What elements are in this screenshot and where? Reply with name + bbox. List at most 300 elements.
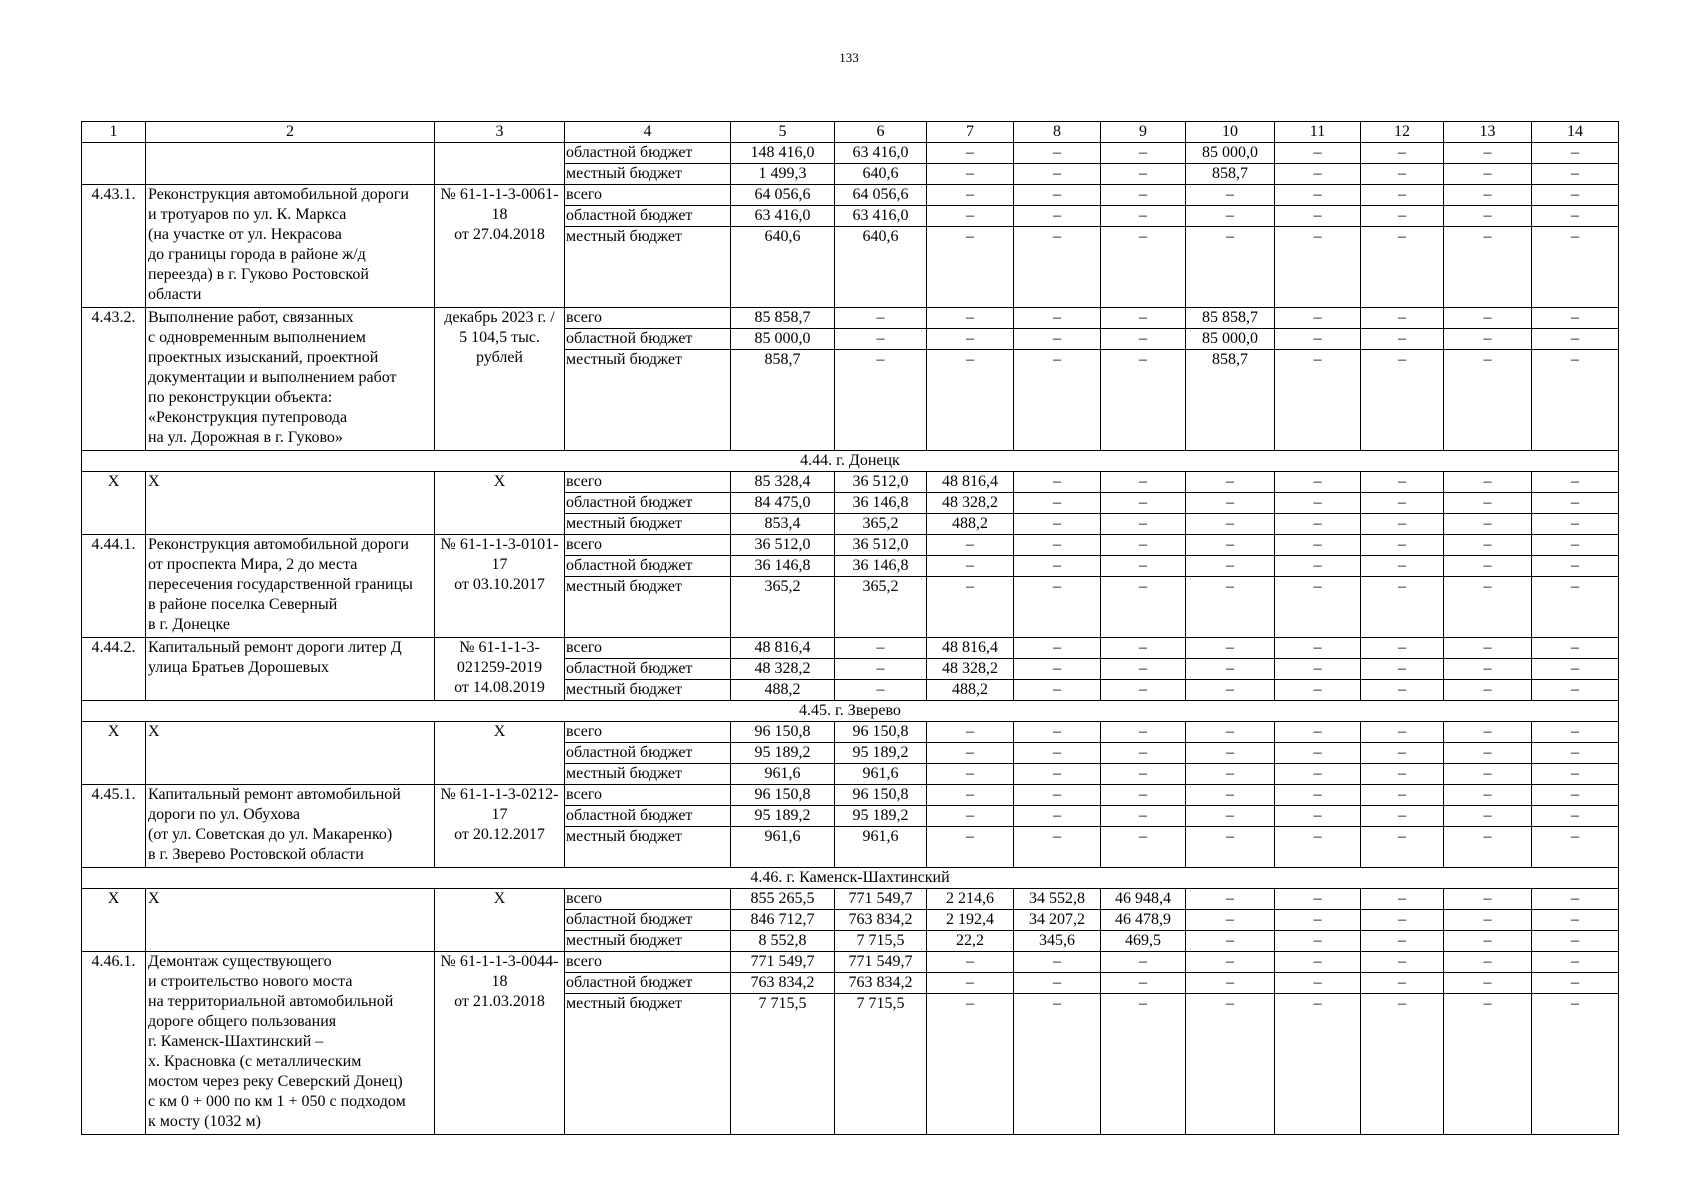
amount-cell: – xyxy=(1186,535,1275,556)
amount-cell: – xyxy=(1101,164,1186,185)
funding-source: всего xyxy=(565,308,731,329)
amount-cell: – xyxy=(1275,350,1361,451)
column-header: 4 xyxy=(565,122,731,143)
amount-cell: – xyxy=(1275,514,1361,535)
amount-cell: – xyxy=(1275,638,1361,659)
funding-source: местный бюджет xyxy=(565,994,731,1135)
amount-cell: – xyxy=(1532,806,1619,827)
amount-cell: – xyxy=(1361,329,1444,350)
amount-cell: – xyxy=(1361,206,1444,227)
object-name-line: Выполнение работ, связанных xyxy=(148,309,354,326)
amount-cell: – xyxy=(1361,827,1444,868)
amount-cell: – xyxy=(1444,764,1532,785)
document-reference-line: от 20.12.2017 xyxy=(454,826,545,843)
object-name xyxy=(146,143,435,185)
amount-cell: – xyxy=(927,164,1014,185)
document-reference-line: 18 xyxy=(491,206,508,223)
amount-cell: 858,7 xyxy=(1186,164,1275,185)
object-name-line: (от ул. Советская до ул. Макаренко) xyxy=(148,826,393,843)
amount-cell: – xyxy=(1444,931,1532,952)
funding-source: всего xyxy=(565,535,731,556)
amount-cell: – xyxy=(1532,472,1619,493)
document-reference-line: 17 xyxy=(491,556,508,573)
amount-cell: 488,2 xyxy=(927,514,1014,535)
amount-cell: 365,2 xyxy=(835,577,927,638)
amount-cell: – xyxy=(1101,973,1186,994)
amount-cell: – xyxy=(927,350,1014,451)
amount-cell: – xyxy=(1532,910,1619,931)
amount-cell: 34 552,8 xyxy=(1014,889,1101,910)
document-reference-line: X xyxy=(493,473,506,490)
funding-source: местный бюджет xyxy=(565,350,731,451)
amount-cell: – xyxy=(1532,535,1619,556)
amount-cell: – xyxy=(1101,659,1186,680)
amount-cell: – xyxy=(1014,143,1101,164)
amount-cell: – xyxy=(1532,680,1619,701)
amount-cell: – xyxy=(1532,785,1619,806)
amount-cell: – xyxy=(1186,910,1275,931)
funding-source: местный бюджет xyxy=(565,931,731,952)
amount-cell: – xyxy=(1275,952,1361,973)
amount-cell: – xyxy=(1014,764,1101,785)
amount-cell: 36 146,8 xyxy=(731,556,835,577)
budget-row xyxy=(82,722,1619,743)
amount-cell: 34 207,2 xyxy=(1014,910,1101,931)
amount-cell: – xyxy=(1361,164,1444,185)
amount-cell: – xyxy=(1361,577,1444,638)
amount-cell: – xyxy=(1014,680,1101,701)
object-name-line: с км 0 + 000 по км 1 + 050 с подходом xyxy=(148,1093,406,1110)
amount-cell: 95 189,2 xyxy=(835,743,927,764)
document-reference-line: 17 xyxy=(491,806,508,823)
amount-cell: – xyxy=(1186,206,1275,227)
amount-cell: – xyxy=(1101,206,1186,227)
amount-cell: – xyxy=(1532,185,1619,206)
amount-cell: – xyxy=(1361,952,1444,973)
amount-cell: – xyxy=(1532,952,1619,973)
amount-cell: – xyxy=(1444,535,1532,556)
amount-cell: – xyxy=(1275,827,1361,868)
amount-cell: 855 265,5 xyxy=(731,889,835,910)
amount-cell: – xyxy=(1186,185,1275,206)
amount-cell: – xyxy=(1014,329,1101,350)
amount-cell: – xyxy=(1361,994,1444,1135)
object-name-line: с одновременным выполнением xyxy=(148,329,366,346)
amount-cell: – xyxy=(1275,308,1361,329)
amount-cell: – xyxy=(1444,329,1532,350)
funding-source: всего xyxy=(565,722,731,743)
amount-cell: – xyxy=(1101,577,1186,638)
object-name-line: X xyxy=(148,723,160,740)
amount-cell: – xyxy=(1361,680,1444,701)
amount-cell: 48 816,4 xyxy=(927,638,1014,659)
amount-cell: 48 816,4 xyxy=(731,638,835,659)
amount-cell: – xyxy=(1532,931,1619,952)
object-name-line: (на участке от ул. Некрасова xyxy=(148,226,342,243)
amount-cell: 96 150,8 xyxy=(731,785,835,806)
amount-cell: 365,2 xyxy=(731,577,835,638)
document-reference xyxy=(435,722,565,785)
amount-cell: – xyxy=(927,722,1014,743)
object-name-line: области xyxy=(148,286,202,303)
funding-source: местный бюджет xyxy=(565,164,731,185)
amount-cell: 64 056,6 xyxy=(835,185,927,206)
amount-cell: – xyxy=(1444,143,1532,164)
amount-cell: – xyxy=(1275,889,1361,910)
item-number: 4.44.1. xyxy=(82,535,146,638)
amount-cell: – xyxy=(1444,638,1532,659)
amount-cell: – xyxy=(1014,308,1101,329)
amount-cell: – xyxy=(1186,931,1275,952)
amount-cell: – xyxy=(1101,472,1186,493)
amount-cell: 46 478,9 xyxy=(1101,910,1186,931)
funding-source: областной бюджет xyxy=(565,143,731,164)
amount-cell: – xyxy=(1275,329,1361,350)
amount-cell: – xyxy=(1444,889,1532,910)
funding-source: всего xyxy=(565,785,731,806)
amount-cell: – xyxy=(927,535,1014,556)
amount-cell: – xyxy=(1361,350,1444,451)
funding-source: областной бюджет xyxy=(565,910,731,931)
amount-cell: 7 715,5 xyxy=(835,931,927,952)
object-name-line: в г. Донецке xyxy=(148,616,230,633)
amount-cell: 63 416,0 xyxy=(731,206,835,227)
amount-cell: – xyxy=(1014,535,1101,556)
funding-source: областной бюджет xyxy=(565,806,731,827)
amount-cell: – xyxy=(1275,764,1361,785)
amount-cell: 771 549,7 xyxy=(835,889,927,910)
amount-cell: – xyxy=(1101,350,1186,451)
section-row xyxy=(82,868,1619,889)
amount-cell: 96 150,8 xyxy=(835,722,927,743)
amount-cell: – xyxy=(1101,994,1186,1135)
amount-cell: – xyxy=(1444,493,1532,514)
amount-cell: – xyxy=(927,806,1014,827)
amount-cell: – xyxy=(1186,743,1275,764)
amount-cell: – xyxy=(1532,350,1619,451)
amount-cell: – xyxy=(1186,889,1275,910)
funding-source: областной бюджет xyxy=(565,493,731,514)
amount-cell: – xyxy=(1444,952,1532,973)
amount-cell: – xyxy=(1444,680,1532,701)
amount-cell: 48 816,4 xyxy=(927,472,1014,493)
amount-cell: 85 000,0 xyxy=(731,329,835,350)
document-reference-line: от 14.08.2019 xyxy=(454,679,545,696)
amount-cell: – xyxy=(1101,493,1186,514)
amount-cell: – xyxy=(1361,659,1444,680)
object-name-line: по реконструкции объекта: xyxy=(148,389,333,406)
amount-cell: 95 189,2 xyxy=(835,806,927,827)
amount-cell: – xyxy=(1532,143,1619,164)
amount-cell: – xyxy=(1275,535,1361,556)
object-name xyxy=(146,889,435,952)
amount-cell: – xyxy=(835,680,927,701)
document-reference-line: 18 xyxy=(491,973,508,990)
amount-cell: – xyxy=(1014,185,1101,206)
amount-cell: – xyxy=(1186,785,1275,806)
object-name-line: в г. Зверево Ростовской области xyxy=(148,846,364,863)
document-reference xyxy=(435,308,565,451)
amount-cell: – xyxy=(1444,806,1532,827)
document-reference-line: 021259-2019 xyxy=(456,659,543,676)
item-number: 4.43.2. xyxy=(82,308,146,451)
amount-cell: – xyxy=(1186,472,1275,493)
amount-cell: – xyxy=(1014,556,1101,577)
amount-cell: 48 328,2 xyxy=(731,659,835,680)
object-name-line: мостом через реку Северский Донец) xyxy=(148,1073,403,1090)
amount-cell: – xyxy=(927,994,1014,1135)
amount-cell: – xyxy=(1186,556,1275,577)
amount-cell: – xyxy=(1444,994,1532,1135)
amount-cell: 36 512,0 xyxy=(835,472,927,493)
item-number: 4.44.2. xyxy=(82,638,146,701)
funding-source: областной бюджет xyxy=(565,329,731,350)
amount-cell: – xyxy=(1444,472,1532,493)
amount-cell: – xyxy=(1014,350,1101,451)
object-name-line: на ул. Дорожная в г. Гуково» xyxy=(148,429,343,446)
amount-cell: – xyxy=(1101,535,1186,556)
amount-cell: – xyxy=(1275,910,1361,931)
section-title: 4.45. г. Зверево xyxy=(82,701,1619,722)
amount-cell: – xyxy=(927,143,1014,164)
section-title: 4.46. г. Каменск-Шахтинский xyxy=(82,868,1619,889)
funding-source: местный бюджет xyxy=(565,227,731,308)
budget-row xyxy=(82,952,1619,973)
funding-source: местный бюджет xyxy=(565,764,731,785)
amount-cell: – xyxy=(1444,556,1532,577)
amount-cell: 763 834,2 xyxy=(835,973,927,994)
column-header: 13 xyxy=(1444,122,1532,143)
amount-cell: – xyxy=(1361,889,1444,910)
amount-cell: – xyxy=(1014,722,1101,743)
amount-cell: – xyxy=(1275,659,1361,680)
amount-cell: – xyxy=(1532,994,1619,1135)
amount-cell: – xyxy=(927,206,1014,227)
amount-cell: 96 150,8 xyxy=(835,785,927,806)
amount-cell: – xyxy=(1101,806,1186,827)
column-header: 11 xyxy=(1275,122,1361,143)
document-reference xyxy=(435,185,565,308)
object-name-line: Капитальный ремонт автомобильной xyxy=(148,786,401,803)
funding-source: местный бюджет xyxy=(565,514,731,535)
amount-cell: – xyxy=(1014,638,1101,659)
amount-cell: – xyxy=(1361,910,1444,931)
section-title: 4.44. г. Донецк xyxy=(82,451,1619,472)
amount-cell: – xyxy=(1444,185,1532,206)
amount-cell: – xyxy=(1444,514,1532,535)
amount-cell: – xyxy=(1101,638,1186,659)
funding-source: областной бюджет xyxy=(565,743,731,764)
amount-cell: – xyxy=(1014,659,1101,680)
column-header: 9 xyxy=(1101,122,1186,143)
amount-cell: 84 475,0 xyxy=(731,493,835,514)
amount-cell: 853,4 xyxy=(731,514,835,535)
amount-cell: – xyxy=(1101,785,1186,806)
object-name-line: переезда) в г. Гуково Ростовской xyxy=(148,266,369,283)
item-number: 4.43.1. xyxy=(82,185,146,308)
amount-cell: – xyxy=(1532,493,1619,514)
amount-cell: – xyxy=(1361,764,1444,785)
object-name-line: дороги по ул. Обухова xyxy=(148,806,301,823)
section-row xyxy=(82,701,1619,722)
amount-cell: 85 858,7 xyxy=(731,308,835,329)
amount-cell: – xyxy=(1275,973,1361,994)
funding-source: всего xyxy=(565,889,731,910)
amount-cell: 85 858,7 xyxy=(1186,308,1275,329)
amount-cell: – xyxy=(1444,577,1532,638)
amount-cell: 36 146,8 xyxy=(835,556,927,577)
amount-cell: – xyxy=(1275,227,1361,308)
document-reference xyxy=(435,889,565,952)
amount-cell: 488,2 xyxy=(927,680,1014,701)
amount-cell: 48 328,2 xyxy=(927,659,1014,680)
amount-cell: 63 416,0 xyxy=(835,206,927,227)
amount-cell: – xyxy=(1275,680,1361,701)
amount-cell: – xyxy=(1101,514,1186,535)
amount-cell: – xyxy=(1361,535,1444,556)
amount-cell: – xyxy=(927,785,1014,806)
column-header: 5 xyxy=(731,122,835,143)
document-reference-line: X xyxy=(493,723,506,740)
amount-cell: – xyxy=(1361,472,1444,493)
amount-cell: – xyxy=(927,743,1014,764)
amount-cell: – xyxy=(1101,827,1186,868)
amount-cell: 488,2 xyxy=(731,680,835,701)
amount-cell: – xyxy=(1014,472,1101,493)
document-reference xyxy=(435,535,565,638)
amount-cell: – xyxy=(1444,973,1532,994)
amount-cell: – xyxy=(1186,577,1275,638)
amount-cell: – xyxy=(1275,556,1361,577)
amount-cell: – xyxy=(927,227,1014,308)
item-number: X xyxy=(82,472,146,535)
amount-cell: – xyxy=(1014,743,1101,764)
object-name-line: Капитальный ремонт дороги литер Д xyxy=(148,639,402,656)
document-reference xyxy=(435,472,565,535)
object-name xyxy=(146,308,435,451)
funding-source: областной бюджет xyxy=(565,206,731,227)
amount-cell: – xyxy=(1275,994,1361,1135)
amount-cell: – xyxy=(1275,493,1361,514)
amount-cell: 63 416,0 xyxy=(835,143,927,164)
funding-source: местный бюджет xyxy=(565,577,731,638)
amount-cell: – xyxy=(835,308,927,329)
amount-cell: – xyxy=(1361,556,1444,577)
budget-row xyxy=(82,143,1619,164)
amount-cell: – xyxy=(927,308,1014,329)
document-reference-line: рублей xyxy=(476,349,523,366)
amount-cell: – xyxy=(1361,743,1444,764)
header-row xyxy=(82,122,1619,143)
amount-cell: – xyxy=(1101,952,1186,973)
column-header: 14 xyxy=(1532,122,1619,143)
amount-cell: – xyxy=(1014,577,1101,638)
amount-cell: 7 715,5 xyxy=(731,994,835,1135)
object-name-line: улица Братьев Дорошевых xyxy=(148,659,329,676)
amount-cell: 763 834,2 xyxy=(731,973,835,994)
funding-source: всего xyxy=(565,952,731,973)
amount-cell: 763 834,2 xyxy=(835,910,927,931)
funding-source: всего xyxy=(565,638,731,659)
amount-cell: – xyxy=(835,659,927,680)
document-reference xyxy=(435,952,565,1135)
amount-cell: – xyxy=(1361,493,1444,514)
object-name-line: Реконструкция автомобильной дороги xyxy=(148,186,409,203)
amount-cell: – xyxy=(1186,994,1275,1135)
document-reference-line: от 27.04.2018 xyxy=(454,226,545,243)
amount-cell: 961,6 xyxy=(835,827,927,868)
amount-cell: 858,7 xyxy=(1186,350,1275,451)
amount-cell: – xyxy=(1361,806,1444,827)
amount-cell: – xyxy=(1532,722,1619,743)
amount-cell: – xyxy=(1532,206,1619,227)
object-name-line: «Реконструкция путепровода xyxy=(148,409,348,426)
amount-cell: – xyxy=(1101,185,1186,206)
document-reference-line: 5 104,5 тыс. xyxy=(459,329,540,346)
amount-cell: 640,6 xyxy=(835,164,927,185)
amount-cell: – xyxy=(1101,680,1186,701)
object-name-line: в районе поселка Северный xyxy=(148,596,338,613)
amount-cell: – xyxy=(927,973,1014,994)
object-name-line: г. Каменск-Шахтинский – xyxy=(148,1033,324,1050)
amount-cell: – xyxy=(1532,889,1619,910)
amount-cell: – xyxy=(1014,514,1101,535)
amount-cell: – xyxy=(835,350,927,451)
amount-cell: – xyxy=(1275,577,1361,638)
amount-cell: – xyxy=(1014,206,1101,227)
amount-cell: 36 146,8 xyxy=(835,493,927,514)
object-name-line: Демонтаж существующего xyxy=(148,953,332,970)
object-name-line: дороге общего пользования xyxy=(148,1013,337,1030)
amount-cell: – xyxy=(1444,743,1532,764)
amount-cell: – xyxy=(1186,514,1275,535)
document-reference xyxy=(435,785,565,868)
amount-cell: – xyxy=(1444,659,1532,680)
amount-cell: 95 189,2 xyxy=(731,806,835,827)
amount-cell: – xyxy=(1275,143,1361,164)
item-number xyxy=(82,143,146,185)
column-header: 2 xyxy=(146,122,435,143)
object-name xyxy=(146,638,435,701)
budget-row xyxy=(82,535,1619,556)
amount-cell: – xyxy=(1014,952,1101,973)
amount-cell: 95 189,2 xyxy=(731,743,835,764)
amount-cell: – xyxy=(1101,722,1186,743)
object-name-line: проектных изысканий, проектной xyxy=(148,349,379,366)
amount-cell: 961,6 xyxy=(835,764,927,785)
amount-cell: 771 549,7 xyxy=(835,952,927,973)
column-header: 1 xyxy=(82,122,146,143)
document-reference-line: декабрь 2023 г. / xyxy=(444,309,555,326)
funding-source: местный бюджет xyxy=(565,680,731,701)
amount-cell: 846 712,7 xyxy=(731,910,835,931)
budget-row xyxy=(82,889,1619,910)
amount-cell: – xyxy=(1361,514,1444,535)
amount-cell: 64 056,6 xyxy=(731,185,835,206)
budget-row xyxy=(82,472,1619,493)
amount-cell: 36 512,0 xyxy=(835,535,927,556)
amount-cell: 22,2 xyxy=(927,931,1014,952)
amount-cell: – xyxy=(1361,308,1444,329)
amount-cell: – xyxy=(1444,350,1532,451)
amount-cell: 85 328,4 xyxy=(731,472,835,493)
amount-cell: – xyxy=(1014,994,1101,1135)
amount-cell: – xyxy=(927,764,1014,785)
amount-cell: – xyxy=(1275,806,1361,827)
funding-source: всего xyxy=(565,185,731,206)
amount-cell: – xyxy=(1275,931,1361,952)
item-number: 4.46.1. xyxy=(82,952,146,1135)
